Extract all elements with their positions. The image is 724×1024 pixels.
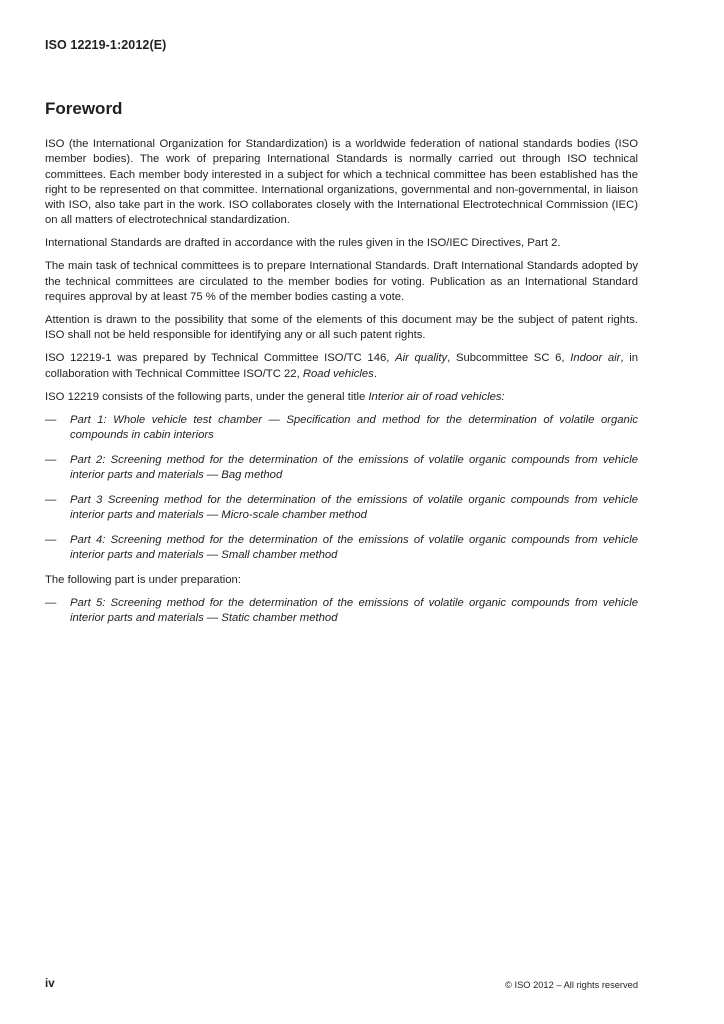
prepared-by-subject-1: Air quality <box>395 352 448 365</box>
paragraph-directives: International Standards are drafted in accordance with the rules given in the ISO/IEC Directives, Part 2. <box>45 237 561 250</box>
paragraph-under-preparation: The following part is under preparation: <box>45 573 241 586</box>
list-dash: — <box>45 453 57 466</box>
prepared-by-subject-3: Road vehicles <box>302 367 374 380</box>
document-header-id: ISO 12219-1:2012(E) <box>45 38 167 52</box>
prepared-by-text-1: ISO 12219-1 was prepared by Technical Committee ISO/TC 146, <box>45 352 396 365</box>
prepared-by-text-4: . <box>373 367 377 380</box>
prepared-by-text-2: , Subcommittee SC 6, <box>447 352 571 365</box>
prepared-by-subject-2: Indoor air <box>570 352 621 365</box>
list-dash: — <box>45 533 57 546</box>
paragraph-patent-notice: Attention is drawn to the possibility that some of the elements of this document may be the subject of patent rights. ISO shall not be held responsible for identifying any or all such patent rights. <box>45 314 638 342</box>
part-4-title: Part 4: Screening method for the determination of the emissions of volatile organic compounds from vehicle interior parts and materials — Small chamber method <box>70 533 638 562</box>
list-item <box>45 453 638 484</box>
parts-list <box>45 413 638 564</box>
paragraph-prepared-by <box>45 351 638 382</box>
list-item <box>45 493 638 524</box>
list-dash: — <box>45 413 57 426</box>
list-item <box>45 596 638 627</box>
foreword-body <box>45 137 638 636</box>
list-item <box>45 413 638 444</box>
prepared-by-text-3: , in collaboration with Technical Committee ISO/TC 22, <box>45 352 638 380</box>
page-title: Foreword <box>45 99 123 118</box>
paragraph-committee-task: The main task of technical committees is to prepare International Standards. Draft International Standards adopted by the technical committees are circulated to the member bodies for voting. Publication as an International Standard requires approval by at least 75 % of the member bodies casting a vote. <box>45 260 638 304</box>
copyright-notice: © ISO 2012 – All rights reserved <box>505 980 638 990</box>
part-2-title: Part 2: Screening method for the determination of the emissions of volatile organic compounds from vehicle interior parts and materials — Bag method <box>70 453 638 481</box>
list-item <box>45 533 638 564</box>
part-1-title: Part 1: Whole vehicle test chamber — Specification and method for the determination of volatile organic compounds in cabin interiors <box>70 413 638 441</box>
paragraph-parts-intro <box>45 390 638 405</box>
parts-intro-text: ISO 12219 consists of the following parts, under the general title <box>45 390 369 403</box>
list-dash: — <box>45 596 57 609</box>
list-dash: — <box>45 493 57 506</box>
part-3-title: Part 3 Screening method for the determination of the emissions of volatile organic compounds from vehicle interior parts and materials — Micro-scale chamber method <box>70 493 638 522</box>
page-number: iv <box>45 978 55 990</box>
parts-prep-list <box>45 596 638 627</box>
paragraph-iso-overview: ISO (the International Organization for Standardization) is a worldwide federation of national standards bodies (ISO member bodies). The work of preparing International Standards is normally carried out through ISO technical committees. Each member body interested in a subject for which a technical committee has been established has the right to be represented on that committee. International organizations, governmental and non-governmental, in liaison with ISO, also take part in the work. ISO collaborates closely with the International Electrotechnical Commission (IEC) on all matters of electrotechnical standardization. <box>45 138 638 227</box>
part-5-title: Part 5: Screening method for the determination of the emissions of volatile organic compounds from vehicle interior parts and materials — Static chamber method <box>70 596 638 625</box>
parts-general-title: Interior air of road vehicles: <box>368 390 505 403</box>
